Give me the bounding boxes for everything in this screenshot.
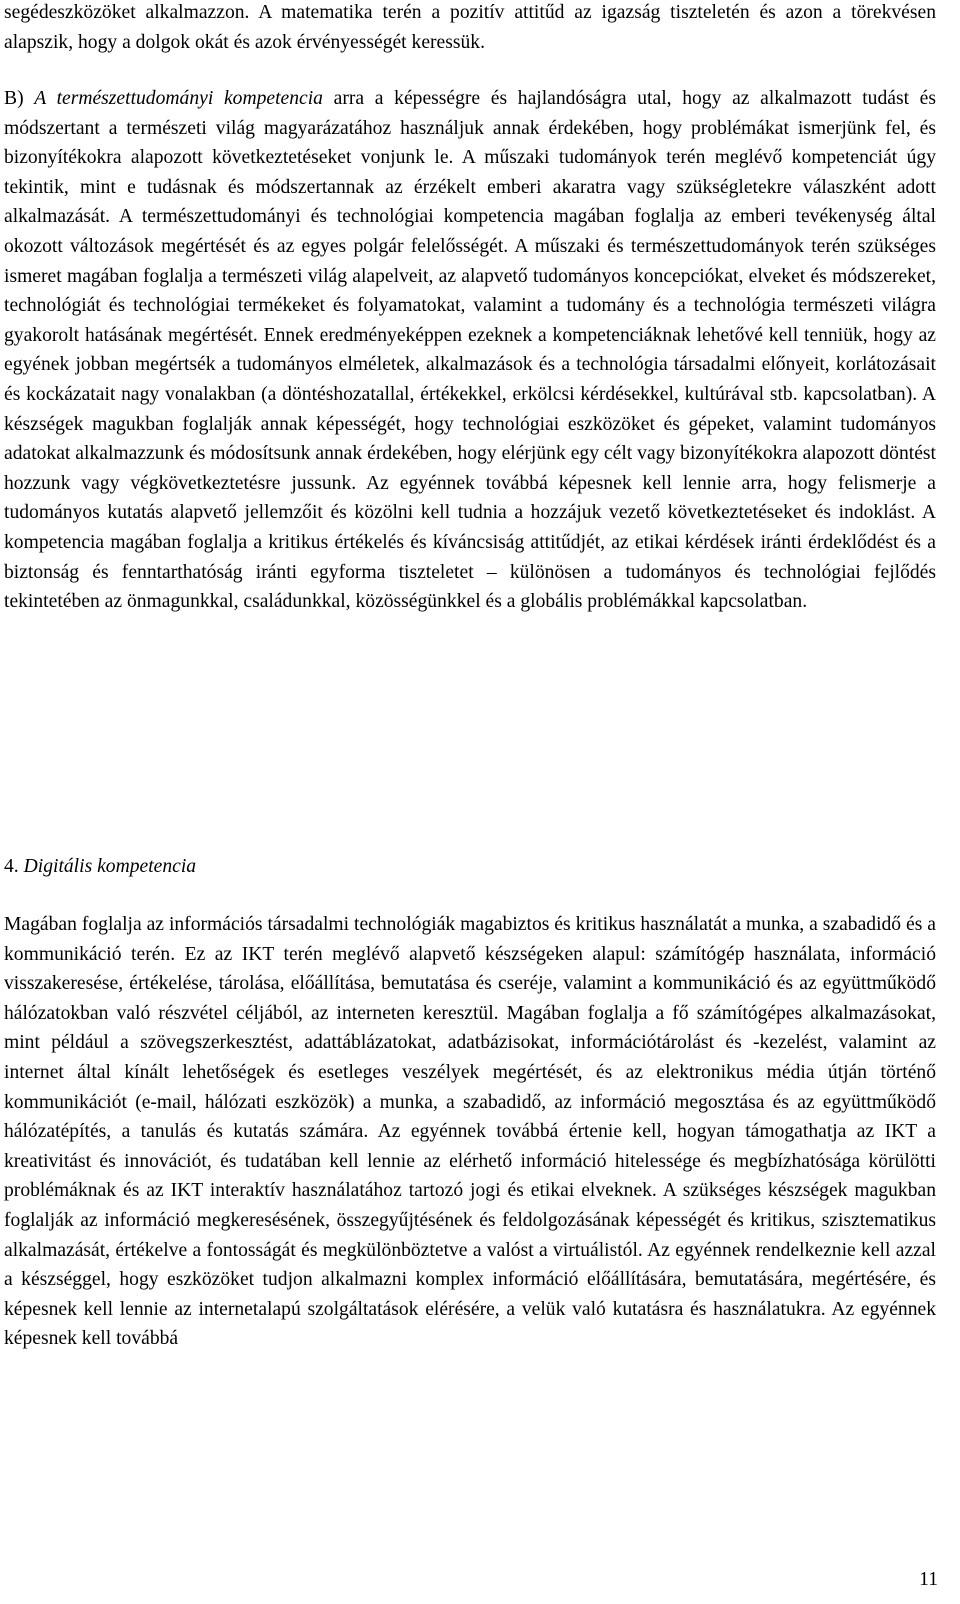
section-4-number: 4. <box>4 856 19 877</box>
section-4-paragraph: Magában foglalja az információs társadalmi technológiák magabiztos és kritikus használatát a munka, a szabadidő és a kommunikáció terén. Ez az IKT terén meglévő alapvető készségeken alapul: számítógép használata, információ visszakeresése, értékelése, tárolása, előállítása, bemutatása és cseréje, valamint a kommunikáció és az együttműködő hálózatokban való részvétel céljából, az interneten keresztül. Magában foglalja a fő számítógépes alkalmazásokat, mint például a szövegszerkesztést, adattáblázatokat, adatbázisokat, információtárolást és -kezelést, valamint az internet által kínált lehetőségek és esetleges veszélyek megértését, és az elektronikus média útján történő kommunikációt (e-mail, hálózati eszközök) a munka, a szabadidő, az információ megosztása és az együttműködő hálózatépítés, a tanulás és kutatás számára. Az egyénnek továbbá értenie kell, hogyan támogathatja az IKT a kreativitást és innovációt, és tudatában kell lennie az elérhető információ hitelessége és megbízhatósága körülötti problémáknak és az IKT interaktív használatához tartozó jogi és etikai elveknek. A szükséges készségek magukban foglalják az információ megkeresésének, összegyűjtésének és feldolgozásának képességét és kritikus, szisztematikus alkalmazását, értékelve a fontosságát és megkülönböztetve a valóst a virtuálistól. Az egyénnek rendelkeznie kell azzal a készséggel, hogy eszközöket tudjon alkalmazni komplex információ előállítására, bemutatására, megértésére, és képesnek kell lennie az internetalapú szolgáltatások elérésére, a velük való kutatásra és használatukra. Az egyénnek képesnek kell továbbá <box>4 914 936 1350</box>
section-4-title: Digitális kompetencia <box>23 856 197 877</box>
section-b-term: A természettudományi kompetencia <box>34 88 323 109</box>
section-4-heading <box>4 852 196 882</box>
section-b-body: arra a képességre és hajlandóságra utal, hogy az alkalmazott tudást és módszertant a természeti világ magyarázatához használjuk annak érdekében, hogy problémákat ismerjünk fel, és bizonyítékokra alapozott következtetéseket vonjunk le. A műszaki tudományok terén meglévő kompetenciát úgy tekintik, mint e tudásnak és módszertannak az érzékelt emberi akaratra vagy szükségletekre válaszként adott alkalmazását. A természettudományi és technológiai kompetencia magában foglalja az emberi tevékenység által okozott változások megértését és az egyes polgár felelősségét. A műszaki és természettudományok terén szükséges ismeret magában foglalja a természeti világ alapelveit, az alapvető tudományos koncepciókat, elveket és módszereket, technológiát és technológiai termékeket és folyamatokat, valamint a tudomány és a technológia természeti világra gyakorolt hatásának megértését. Ennek eredményeképpen ezeknek a kompetenciáknak lehetővé kell tenniük, hogy az egyének jobban megértsék a tudományos elméletek, alkalmazások és a technológia társadalmi előnyeit, korlátozásait és kockázatait nagy vonalakban (a döntéshozatallal, értékekkel, erkölcsi kérdésekkel, kultúrával stb. kapcsolatban). A készségek magukban foglalják annak képességét, hogy technológiai eszközöket és gépeket, valamint tudományos adatokat alkalmazzunk és módosítsunk annak érdekében, hogy elérjünk egy célt vagy bizonyítékokra alapozott döntést hozzunk vagy végkövetkeztetésre jussunk. Az egyénnek továbbá képesnek kell lennie arra, hogy felismerje a tudományos kutatás alapvető jellemzőit és közölni kell tudnia a hozzájuk vezető következtetéseket és indoklást. A kompetencia magában foglalja a kritikus értékelés és kíváncsiság attitűdjét, az etikai kérdések iránti érdeklődést és a biztonság és fenntarthatóság iránti egyforma tiszteletet – különösen a tudományos és technológiai fejlődés tekintetében az önmagunkkal, családunkkal, közösségünkkel és a globális problémákkal kapcsolatban. <box>4 88 937 613</box>
section-b-paragraph <box>4 84 936 617</box>
section-b-label: B) <box>4 88 24 109</box>
page-number: 11 <box>919 1569 938 1590</box>
intro-paragraph: segédeszközöket alkalmazzon. A matematika terén a pozitív attitűd az igazság tiszteletén és azon a törekvésen alapszik, hogy a dolgok okát és azok érvényességét keressük. <box>4 2 936 53</box>
